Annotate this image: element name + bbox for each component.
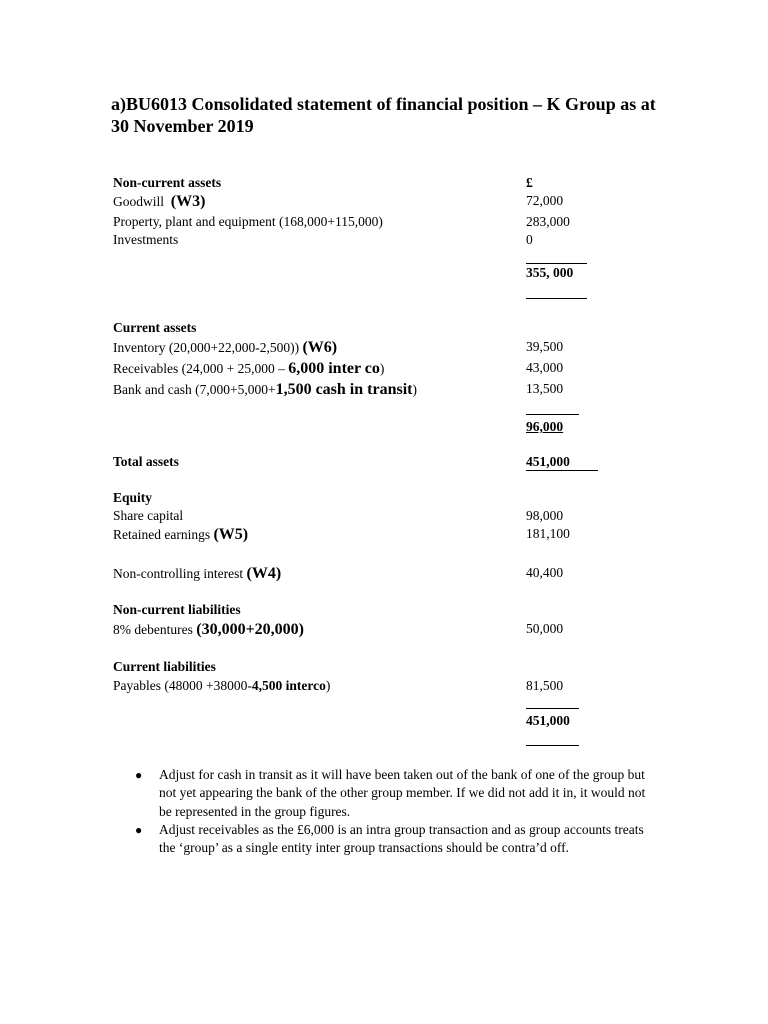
equity-heading: Equity: [113, 490, 153, 505]
debentures-row: [113, 621, 653, 641]
note-item: [135, 821, 655, 858]
non-current-assets-header: [113, 175, 653, 195]
grand-total-row: [113, 713, 653, 733]
payables-close: ): [325, 678, 331, 693]
note-text: Adjust receivables as the £6,000 is an intra group transaction and as group accounts treats the ‘group’ as a single entity inter group transactions should be contra’d off.: [159, 821, 644, 856]
receivables-value: 43,000: [526, 360, 564, 375]
notes-list: [135, 766, 655, 857]
share-capital-label: Share capital: [113, 508, 184, 523]
page-title: a)BU6013 Consolidated statement of financial position – K Group as at 30 November 2019: [111, 94, 656, 136]
investments-row: [113, 232, 653, 252]
non-current-total: 355, 000: [526, 265, 574, 280]
payables-row: [113, 678, 653, 698]
goodwill-value: 72,000: [526, 193, 564, 208]
divider: [526, 470, 598, 471]
payables-interco: 4,500 interco: [251, 678, 326, 693]
bank-row: [113, 381, 653, 401]
non-current-assets-heading: Non-current assets: [113, 175, 222, 190]
divider: [526, 745, 579, 746]
inventory-value: 39,500: [526, 339, 564, 354]
current-assets-header: [113, 320, 653, 340]
debentures-ref: (30,000+20,000): [196, 621, 305, 638]
non-current-liabilities-header: [113, 602, 653, 622]
ppe-value: 283,000: [526, 214, 570, 229]
current-liabilities-heading: Current liabilities: [113, 659, 216, 674]
current-total: 96,000: [526, 419, 564, 434]
ppe-row: [113, 214, 653, 234]
investments-value: 0: [526, 232, 533, 247]
inventory-ref: (W6): [302, 339, 338, 356]
grand-total: 451,000: [526, 713, 570, 728]
bank-transit: 1,500 cash in transit: [275, 381, 413, 398]
bullet-icon: ●: [135, 822, 143, 837]
note-text: Adjust for cash in transit as it will have been taken out of the bank of one of the group but not yet appearing the bank of the other group member. If we did not add it in, it would not be represented in the group figures.: [159, 767, 646, 819]
ppe-label: Property, plant and equipment (168,000+115,000): [113, 214, 383, 229]
share-capital-row: [113, 508, 653, 528]
current-liabilities-header: [113, 659, 653, 679]
divider: [526, 298, 587, 299]
nci-ref: (W4): [246, 565, 282, 582]
receivables-row: [113, 360, 653, 380]
nci-label: Non-controlling interest: [113, 566, 244, 581]
bank-label: Bank and cash (7,000+5,000+: [113, 382, 276, 397]
nci-value: 40,400: [526, 565, 564, 580]
inventory-label: Inventory (20,000+22,000-2,500)): [113, 340, 300, 355]
nci-row: [113, 565, 653, 585]
current-total-row: [113, 419, 653, 439]
bank-value: 13,500: [526, 381, 564, 396]
current-assets-heading: Current assets: [113, 320, 197, 335]
note-item: [135, 766, 655, 821]
receivables-interco: 6,000 inter co: [288, 360, 380, 377]
total-assets-value: 451,000: [526, 454, 570, 469]
non-current-total-row: [113, 265, 653, 285]
divider: [526, 263, 587, 264]
divider: [526, 414, 579, 415]
retained-earnings-row: [113, 526, 653, 546]
goodwill-row: [113, 193, 653, 213]
inventory-row: [113, 339, 653, 359]
retained-earnings-value: 181,100: [526, 526, 570, 541]
equity-header: [113, 490, 653, 510]
debentures-label: 8% debentures: [113, 622, 193, 637]
goodwill-label: Goodwill: [113, 194, 165, 209]
payables-value: 81,500: [526, 678, 564, 693]
debentures-value: 50,000: [526, 621, 564, 636]
bank-close: ): [412, 382, 417, 397]
total-assets-label: Total assets: [113, 454, 179, 469]
divider: [526, 708, 579, 709]
share-capital-value: 98,000: [526, 508, 564, 523]
retained-earnings-label: Retained earnings: [113, 527, 211, 542]
currency-symbol: £: [526, 175, 533, 190]
bullet-icon: ●: [135, 768, 143, 782]
retained-earnings-ref: (W5): [213, 526, 249, 543]
investments-label: Investments: [113, 232, 179, 247]
non-current-liabilities-heading: Non-current liabilities: [113, 602, 241, 617]
payables-label: Payables (48000 +38000-: [113, 678, 252, 693]
receivables-label: Receivables (24,000 + 25,000 –: [113, 361, 285, 376]
receivables-close: ): [379, 361, 385, 376]
total-assets-row: [113, 454, 653, 474]
goodwill-ref: (W3): [170, 193, 206, 210]
